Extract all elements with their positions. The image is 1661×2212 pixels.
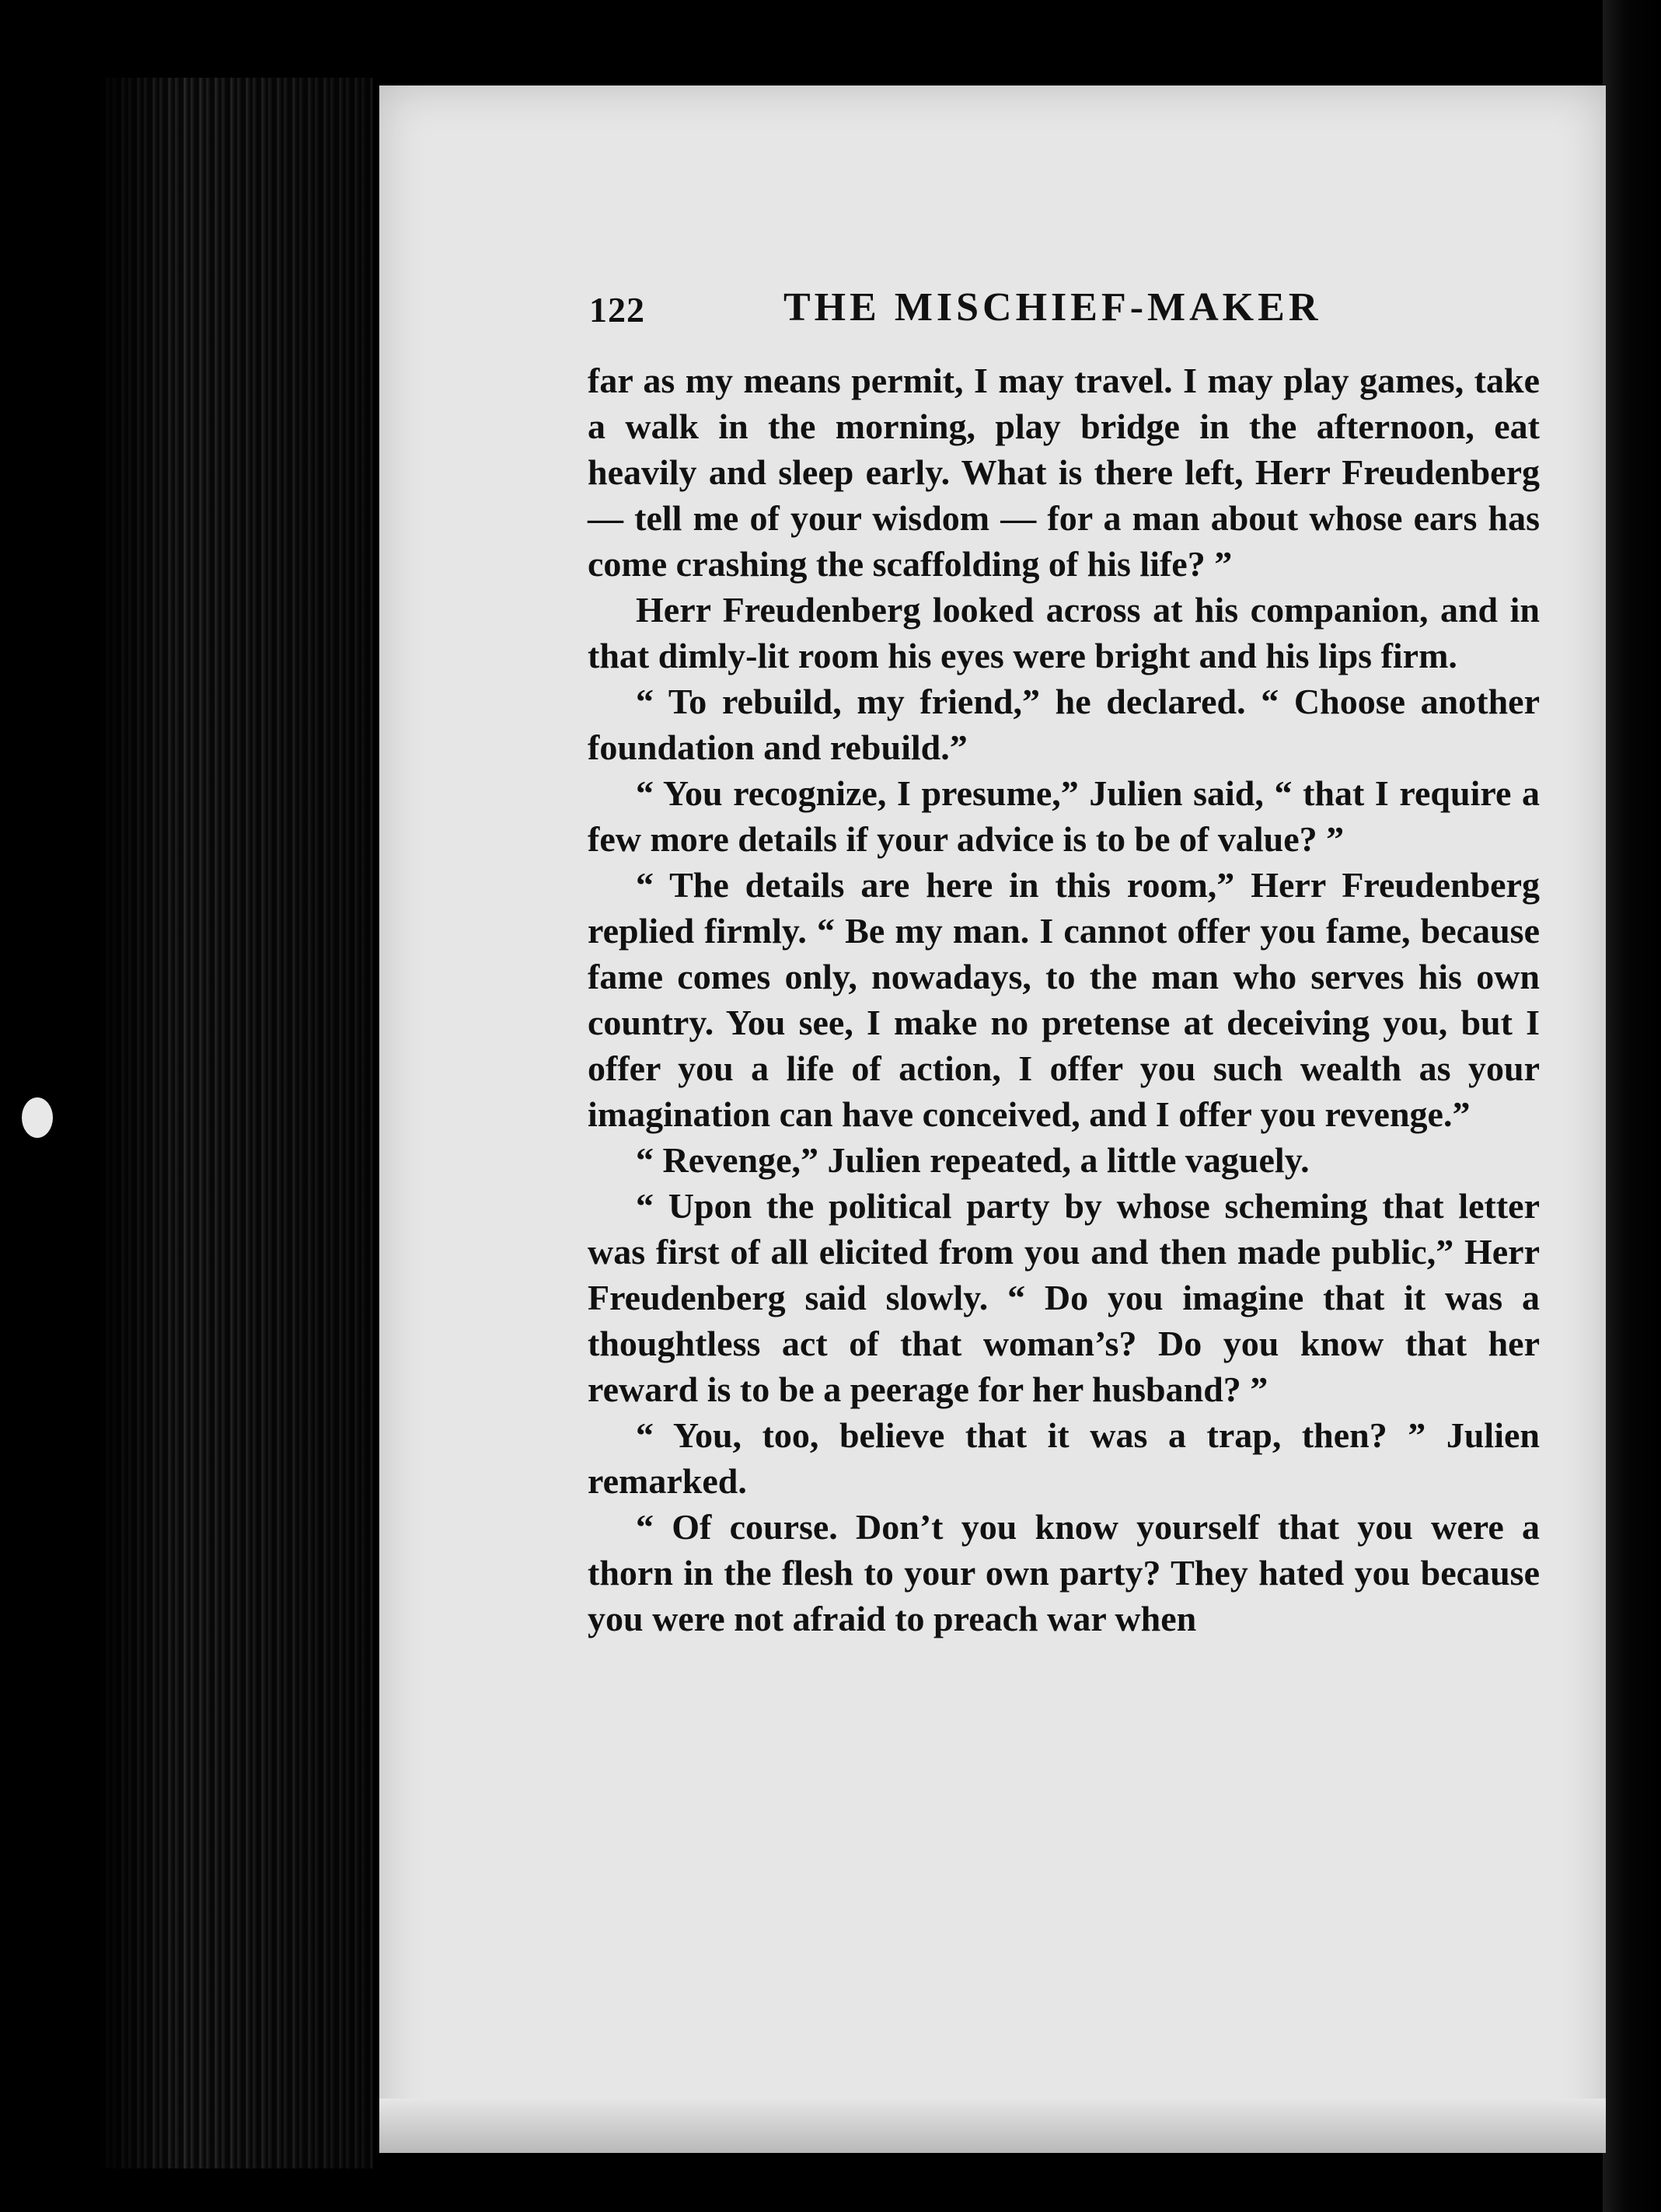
- scan-speck: [22, 1097, 53, 1138]
- page-bottom-edge: [379, 2099, 1606, 2153]
- paragraph: “ Of course. Don’t you know yourself that you were a thorn in the flesh to your own party? They hated you because you were not afraid to preach war when: [588, 1507, 1540, 1638]
- paragraph: “ Upon the political party by whose scheming that letter was first of all elicited from you and then made public,” Herr Freudenberg said slowly. “ Do you imagine that it was a thoughtless act of that woman’s? Do you know that her reward is to be a peerage for her husband? ”: [588, 1186, 1540, 1409]
- paragraph: “ You, too, believe that it was a trap, then? ” Julien remarked.: [588, 1415, 1540, 1501]
- running-head: THE MISCHIEF-MAKER: [783, 285, 1322, 330]
- page-text: [588, 358, 1540, 1642]
- book-binding-edge: [101, 78, 373, 2168]
- paragraph: Herr Freudenberg looked across at his companion, and in that dimly-lit room his eyes were bright and his lips firm.: [588, 590, 1540, 675]
- paragraph: “ You recognize, I presume,” Julien said, “ that I require a few more details if your advice is to be of value? ”: [588, 773, 1540, 859]
- paragraph: far as my means permit, I may travel. I may play games, take a walk in the morning, play bridge in the afternoon, eat heavily and sleep early. What is there left, Herr Freudenberg — tell me of your wisdom — for a man about whose ears has come crashing the scaffolding of his life? ”: [588, 361, 1540, 584]
- paragraph: “ Revenge,” Julien repeated, a little vaguely.: [636, 1140, 1310, 1180]
- scan-border-right: [1603, 0, 1661, 2212]
- paragraph: “ The details are here in this room,” Herr Freudenberg replied firmly. “ Be my man. I cannot offer you fame, because fame comes only, nowadays, to the man who serves his own country. You see, I make no pretense at deceiving you, but I offer you a life of action, I offer you such wealth as your imagination can have conceived, and I offer you revenge.”: [588, 865, 1540, 1134]
- paragraph: “ To rebuild, my friend,” he declared. “ Choose another foundation and rebuild.”: [588, 682, 1540, 767]
- page-header: [589, 285, 1382, 351]
- page-number: 122: [589, 290, 645, 330]
